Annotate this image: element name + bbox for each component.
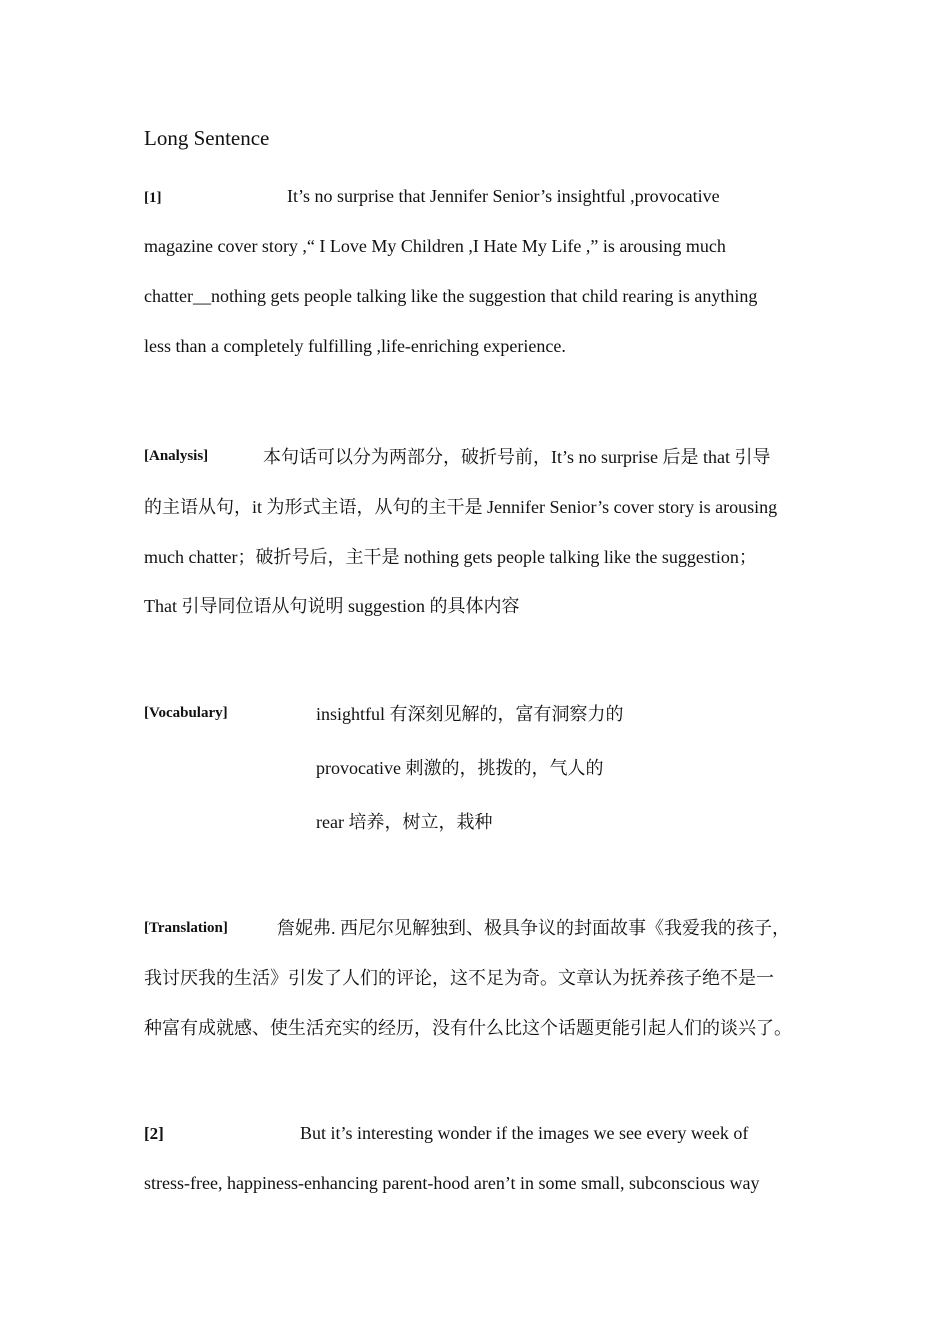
analysis-tag: [Analysis] [144, 448, 209, 464]
sentence-1-line-4: less than a completely fulfilling ,life-enriching experience. [144, 336, 566, 356]
analysis-line-1: 本句话可以分为两部分，破折号前，It’s no surprise 后是 that 引导 [263, 447, 771, 467]
translation-line-1: 詹妮弗. 西尼尔见解独到、极具争议的封面故事《我爱我的孩子， [277, 918, 790, 938]
sentence-1-line-1: It’s no surprise that Jennifer Senior’s insightful ,provocative [287, 186, 720, 206]
translation-line-3: 种富有成就感、使生活充实的经历，没有什么比这个话题更能引起人们的谈兴了。 [144, 1018, 792, 1038]
vocabulary-tag: [Vocabulary] [144, 705, 228, 721]
sentence-2-tag: [2] [144, 1124, 164, 1143]
translation-tag: [Translation] [144, 920, 228, 936]
analysis-line-2: 的主语从句，it 为形式主语，从句的主干是 Jennifer Senior’s cover story is arousing [144, 497, 778, 517]
vocabulary-item: provocative 刺激的，挑拨的，气人的 [316, 758, 604, 778]
vocabulary-item: insightful 有深刻见解的，富有洞察力的 [316, 704, 624, 724]
sentence-1-line-3: chatter__nothing gets people talking like the suggestion that child rearing is anything [144, 286, 758, 306]
page-title: Long Sentence [144, 126, 270, 150]
analysis-line-4: That 引导同位语从句说明 suggestion 的具体内容 [144, 596, 520, 616]
sentence-2-line-2: stress-free, happiness-enhancing parent-hood aren’t in some small, subconscious way [144, 1173, 760, 1193]
analysis-line-3: much chatter；破折号后，主干是 nothing gets people talking like the suggestion； [144, 547, 757, 567]
vocabulary-item: rear 培养，树立，栽种 [316, 812, 493, 832]
sentence-1-line-2: magazine cover story ,“ I Love My Children ,I Hate My Life ,” is arousing much [144, 236, 726, 256]
sentence-2-line-1: But it’s interesting wonder if the images we see every week of [300, 1123, 749, 1143]
sentence-1-tag: [1] [144, 190, 162, 206]
translation-line-2: 我讨厌我的生活》引发了人们的评论，这不足为奇。文章认为抚养孩子绝不是一 [144, 968, 774, 988]
